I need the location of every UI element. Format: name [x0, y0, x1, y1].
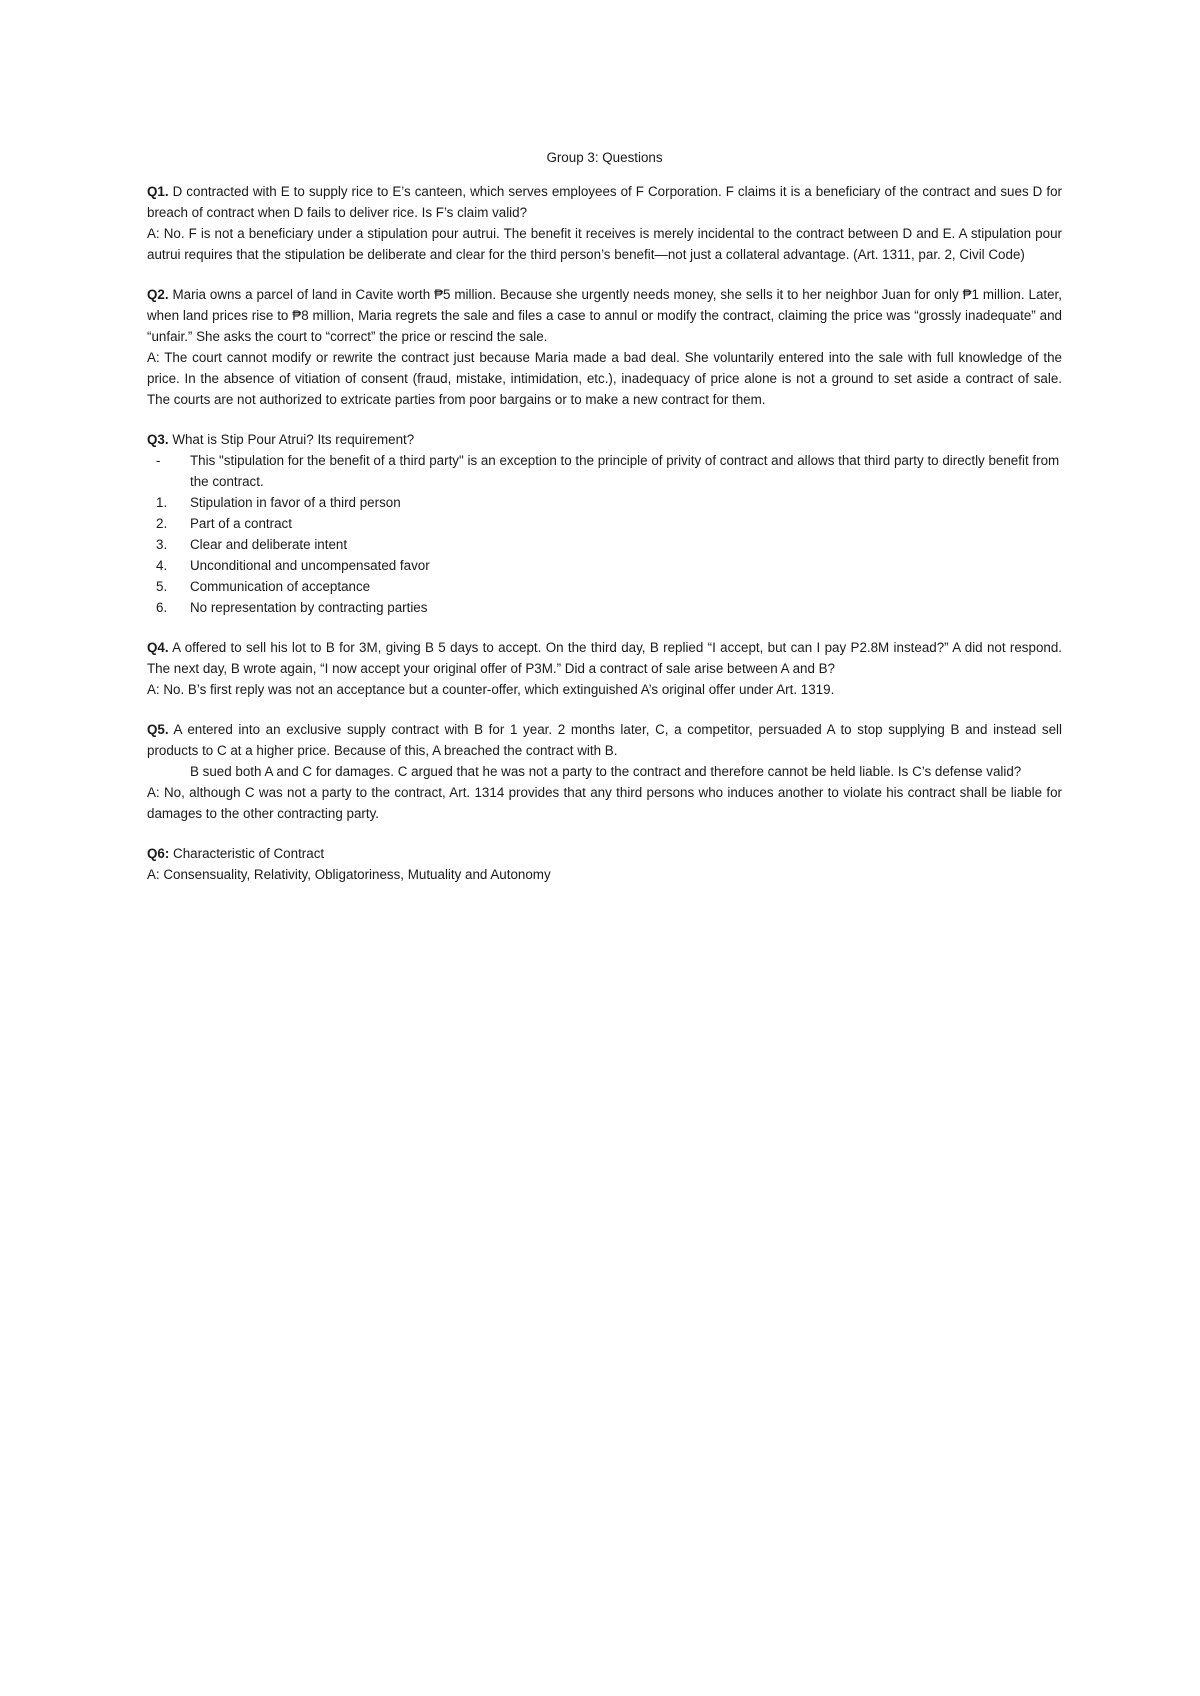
question-4-text: A offered to sell his lot to B for 3M, giving B 5 days to accept. On the third day, B replied “I accept, but can I pay P2.8M instead?” A did not respond. The next day, B wrote again, “I now accept your original offer of P3M.” Did a contract of sale arise between A and B?	[147, 640, 1062, 676]
requirement-item	[147, 597, 1062, 618]
answer-2: A: The court cannot modify or rewrite the contract just because Maria made a bad deal. She voluntarily entered into the sale with full knowledge of the price. In the absence of vitiation of consent (fraud, mistake, intimidation, etc.), inadequacy of price alone is not a ground to set aside a contract of sale. The courts are not authorized to extricate parties from poor bargains or to make a new contract for them.	[147, 350, 1062, 407]
question-4-block	[147, 637, 1062, 700]
question-2-block	[147, 284, 1062, 410]
requirement-text: Unconditional and uncompensated favor	[190, 558, 430, 573]
question-5-block	[147, 719, 1062, 824]
question-2-text: Maria owns a parcel of land in Cavite worth ₱5 million. Because she urgently needs money, she sells it to her neighbor Juan for only ₱1 million. Later, when land prices rise to ₱8 million, Maria regrets the sale and files a case to annul or modify the contract, claiming the price was “grossly inadequate” and “unfair.” She asks the court to “correct” the price or rescind the sale.	[147, 287, 1062, 344]
question-5	[147, 719, 1062, 761]
question-1-label: Q1.	[147, 184, 169, 199]
requirement-text: Communication of acceptance	[190, 579, 371, 594]
question-6-block	[147, 843, 1062, 885]
question-1-text: D contracted with E to supply rice to E’s canteen, which serves employees of F Corporation. F claims it is a beneficiary of the contract and sues D for breach of contract when D fails to deliver rice. Is F’s claim valid?	[147, 184, 1062, 220]
answer-4: A: No. B’s first reply was not an acceptance but a counter-offer, which extinguished A’s original offer under Art. 1319.	[147, 682, 835, 697]
question-1	[147, 181, 1062, 223]
requirement-number: 6.	[156, 600, 168, 615]
question-6-label: Q6:	[147, 846, 170, 861]
requirement-number: 4.	[156, 558, 168, 573]
definition-item	[147, 450, 1062, 492]
requirement-number: 2.	[156, 516, 168, 531]
question-5-text: A entered into an exclusive supply contract with B for 1 year. 2 months later, C, a competitor, persuaded A to stop supplying B and instead sell products to C at a higher price. Because of this, A breached the contract with B.	[147, 722, 1062, 758]
question-2-label: Q2.	[147, 287, 169, 302]
question-3-label: Q3.	[147, 432, 169, 447]
question-5-continued: B sued both A and C for damages. C argued that he was not a party to the contract and therefore cannot be held liable. Is C’s defense valid?	[190, 764, 1022, 779]
requirement-number: 1.	[156, 495, 168, 510]
answer-5: A: No, although C was not a party to the contract, Art. 1314 provides that any third persons who induces another to violate his contract shall be liable for damages to the other contracting party.	[147, 785, 1062, 821]
question-3-block	[147, 429, 1062, 618]
question-4	[147, 637, 1062, 679]
requirement-item	[147, 492, 1062, 513]
requirement-text: Stipulation in favor of a third person	[190, 495, 401, 510]
requirement-number: 3.	[156, 537, 168, 552]
question-5-label: Q5.	[147, 722, 169, 737]
question-2	[147, 284, 1062, 347]
question-6	[147, 843, 1062, 864]
question-3	[147, 429, 1062, 450]
requirement-item	[147, 555, 1062, 576]
requirement-text: Part of a contract	[190, 516, 292, 531]
requirement-item	[147, 576, 1062, 597]
requirement-text: No representation by contracting parties	[190, 600, 428, 615]
question-1-block	[147, 181, 1062, 265]
question-3-text: What is Stip Pour Atrui? Its requirement?	[168, 432, 415, 447]
question-4-label: Q4.	[147, 640, 169, 655]
dash-bullet: -	[156, 453, 161, 468]
document-title: Group 3: Questions	[546, 150, 663, 165]
requirement-number: 5.	[156, 579, 168, 594]
requirement-item	[147, 534, 1062, 555]
requirement-item	[147, 513, 1062, 534]
definition-text: This "stipulation for the benefit of a third party" is an exception to the principle of privity of contract and allows that third party to directly benefit from the contract.	[190, 453, 1060, 489]
answer-6: A: Consensuality, Relativity, Obligatoriness, Mutuality and Autonomy	[147, 867, 551, 882]
requirement-text: Clear and deliberate intent	[190, 537, 348, 552]
question-6-text: Characteristic of Contract	[169, 846, 325, 861]
answer-1: A: No. F is not a beneficiary under a stipulation pour autrui. The benefit it receives is merely incidental to the contract between D and E. A stipulation pour autrui requires that the stipulation be deliberate and clear for the third person’s benefit—not just a collateral advantage. (Art. 1311, par. 2, Civil Code)	[147, 226, 1062, 262]
document-content	[147, 147, 1062, 904]
